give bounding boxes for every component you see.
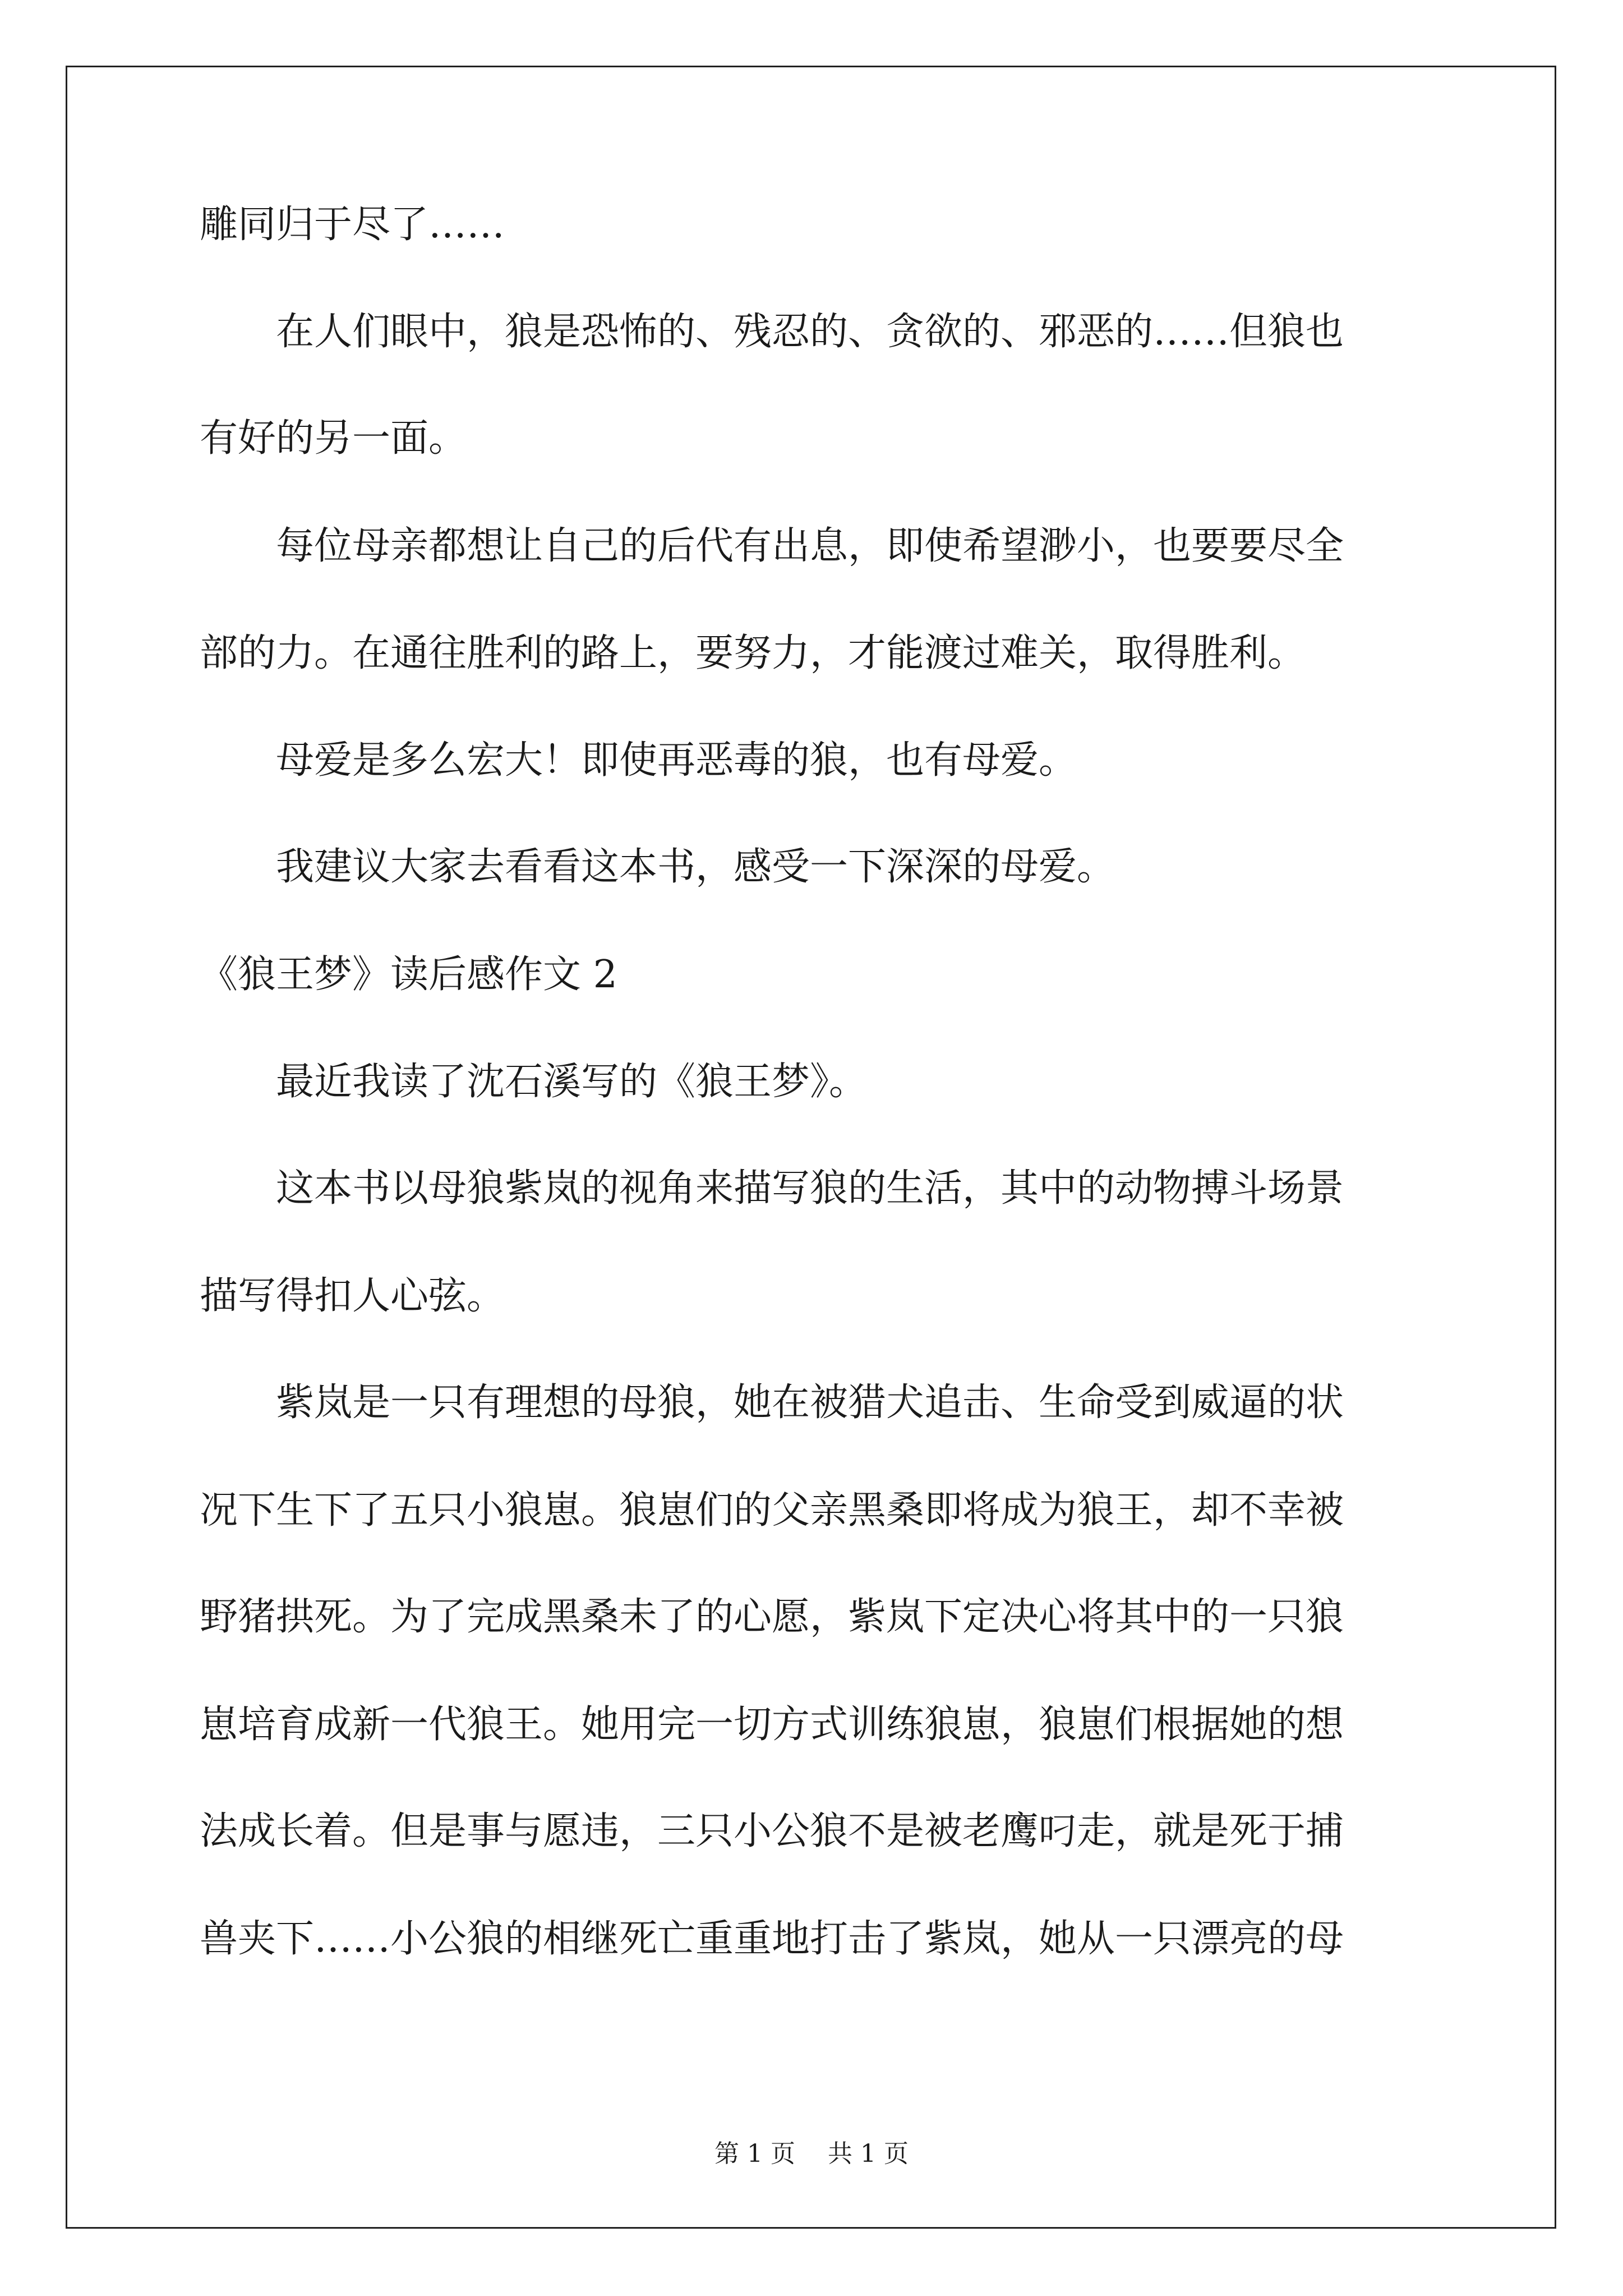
text-line-4: 每位母亲都想让自己的后代有出息，即使希望渺小，也要要尽全 xyxy=(200,524,1344,568)
section-heading: 《狼王梦》读后感作文 2 xyxy=(200,953,617,997)
text-line-11: 描写得扣人心弦。 xyxy=(200,1274,505,1318)
text-line-17: 兽夹下……小公狼的相继死亡重重地打击了紫岚，她从一只漂亮的母 xyxy=(200,1917,1344,1961)
text-line-13: 况下生下了五只小狼崽。狼崽们的父亲黑桑即将成为狼王，却不幸被 xyxy=(200,1488,1344,1533)
text-line-10: 这本书以母狼紫岚的视角来描写狼的生活，其中的动物搏斗场景 xyxy=(200,1166,1344,1211)
text-line-7: 我建议大家去看看这本书，感受一下深深的母爱。 xyxy=(200,845,1115,889)
text-line-5: 部的力。在通往胜利的路上，要努力，才能渡过难关，取得胜利。 xyxy=(200,631,1306,675)
text-line-6: 母爱是多么宏大！即使再恶毒的狼，也有母爱。 xyxy=(200,738,1077,783)
text-line-15: 崽培育成新一代狼王。她用完一切方式训练狼崽，狼崽们根据她的想 xyxy=(200,1703,1344,1747)
text-line-14: 野猪拱死。为了完成黑桑未了的心愿，紫岚下定决心将其中的一只狼 xyxy=(200,1595,1344,1639)
document-body xyxy=(200,202,1433,1962)
page-footer: 第 1 页 共 1 页 xyxy=(714,2139,909,2168)
text-line-3: 有好的另一面。 xyxy=(200,416,467,461)
text-line-16: 法成长着。但是事与愿违，三只小公狼不是被老鹰叼走，就是死于捕 xyxy=(200,1809,1344,1853)
text-line-9: 最近我读了沈石溪写的《狼王梦》。 xyxy=(200,1060,868,1104)
text-line-1: 雕同归于尽了…… xyxy=(200,203,505,247)
text-line-2: 在人们眼中，狼是恐怖的、残忍的、贪欲的、邪恶的……但狼也 xyxy=(200,310,1344,354)
text-line-12: 紫岚是一只有理想的母狼，她在被猎犬追击、生命受到威逼的状 xyxy=(200,1381,1344,1425)
